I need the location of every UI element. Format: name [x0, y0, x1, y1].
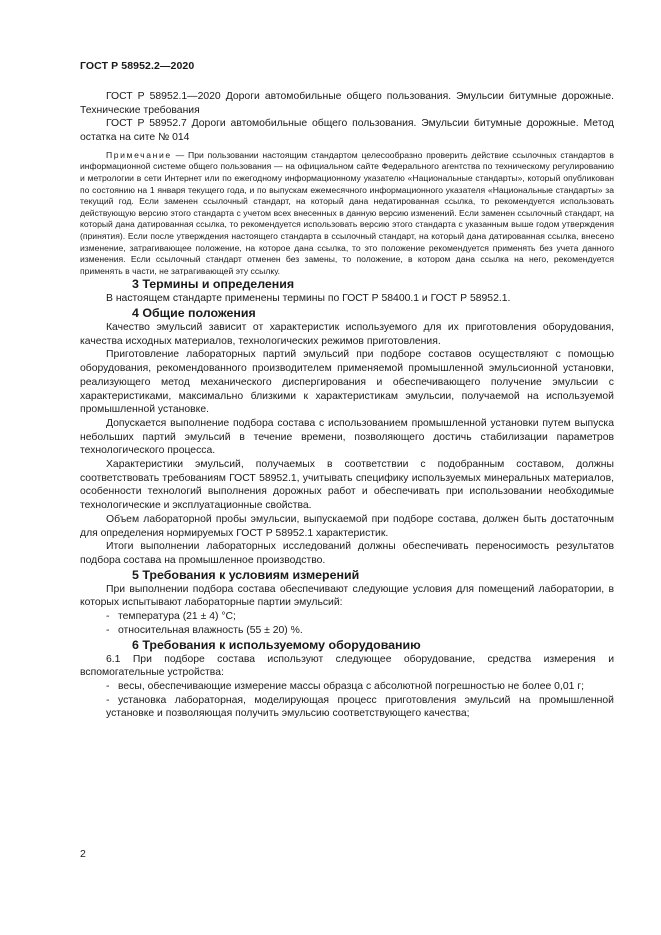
note-text: — При пользовании настоящим стандартом целесообразно проверить действие ссылочных стандартов в информационной системе общего пользования — на официальном сайте Федерального агентства по техническому регулированию и метрологии в сети Интернет или по ежегодному информационному указателю «Национальные стандарты», который опубликован по состоянию на 1 января текущего года, и по выпускам ежемесячного информационного указателя «Национальные стандарты» за текущий год. Если заменен ссылочный стандарт, на который дана недатированная ссылка, то рекомендуется использовать действующую версию этого стандарта с учетом всех внесенных в данную версию изменений. Если заменен ссылочный стандарт, на который дана датированная ссылка, то рекомендуется использовать версию этого стандарта с указанным выше годом утверждения (принятия). Если после утверждения настоящего стандарта в ссылочный стандарт, на который дана датированная ссылка, внесено изменение, затрагивающее положение, на которое дана ссылка, то это положение рекомендуется применять без учета данного изменения. Если ссылочный стандарт отменен без замены, то положение, в котором дана ссылка на него, рекомендуется применять в части, не затрагивающей эту ссылку.	[80, 149, 614, 276]
paragraph: Объем лабораторной пробы эмульсии, выпускаемой при подборе состава, должен быть достаточным для определения нормируемых ГОСТ Р 58952.1 характеристик.	[80, 513, 614, 539]
section-heading-6: 6 Требования к используемому оборудованию	[132, 637, 421, 652]
list-item	[80, 610, 614, 624]
reference-item: ГОСТ Р 58952.7 Дороги автомобильные общего пользования. Эмульсии битумные дорожные. Метод остатка на сите № 014	[80, 118, 614, 144]
list-dash: -	[106, 694, 110, 706]
document-code-header: ГОСТ Р 58952.2—2020	[80, 60, 195, 72]
list-item-text: относительная влажность (55 ± 20) %.	[118, 624, 303, 636]
paragraph: Характеристики эмульсий, получаемых в соответствии с подобранным составом, должны соответствовать требованиям ГОСТ 58952.1, учитывать специфику используемых минеральных материалов, особенности технологий выполнения дорожных работ и обеспечивать при использовании необходимые технологические и эксплуатационные свойства.	[80, 459, 614, 512]
list-item	[80, 624, 614, 638]
list-item-text: весы, обеспечивающие измерение массы образца с абсолютной погрешностью не более 0,01 г;	[118, 680, 584, 692]
paragraph: Приготовление лабораторных партий эмульсий при подборе составов осуществляют с помощью оборудования, рекомендованного производителем применяемой промышленной эмульсионной установки, реализующего метод механического диспергирования и обеспечивающего получение эмульсии с характеристиками, максимально близкими к характеристикам эмульсии, получаемой на используемой промышленной установке.	[80, 349, 614, 416]
list-item-text: установка лабораторная, моделирующая процесс приготовления эмульсий на промышленной установке и позволяющая получить эмульсию соответствующего качества;	[106, 694, 614, 720]
section-heading-3: 3 Термины и определения	[132, 277, 295, 292]
list-dash: -	[106, 680, 110, 692]
reference-item: ГОСТ Р 58952.1—2020 Дороги автомобильные общего пользования. Эмульсии битумные дорожные. Технические требования	[80, 91, 614, 116]
document-body	[80, 90, 614, 721]
note-paragraph	[80, 150, 614, 278]
list-item	[80, 680, 614, 694]
paragraph: В настоящем стандарте применены термины по ГОСТ Р 58400.1 и ГОСТ Р 58952.1.	[106, 293, 511, 305]
list-dash: -	[106, 624, 110, 636]
paragraph: Качество эмульсий зависит от характеристик используемого для их приготовления оборудования, качества исходных материалов, технологических режимов приготовления.	[80, 322, 614, 347]
paragraph: Допускается выполнение подбора состава с использованием промышленной установки путем выпуска небольших партий эмульсий в течение времени, позволяющего достичь стабилизации параметров технологического процесса.	[80, 417, 614, 457]
paragraph: Итоги выполнении лабораторных исследований должны обеспечивать переносимость результатов подбора состава на промышленное производство.	[80, 541, 614, 566]
section-heading-4: 4 Общие положения	[132, 306, 256, 321]
list-item-text: температура (21 ± 4) °C;	[118, 611, 236, 623]
list-dash: -	[106, 611, 110, 623]
list-item	[80, 694, 614, 721]
paragraph: При выполнении подбора состава обеспечивают следующие условия для помещений лаборатории, в которых испытывают лабораторные партии эмульсий:	[80, 583, 614, 609]
paragraph: 6.1 При подборе состава используют следующее оборудование, средства измерения и вспомогательные устройства:	[80, 653, 614, 679]
note-label: Примечание	[106, 149, 172, 160]
section-heading-5: 5 Требования к условиям измерений	[132, 567, 360, 582]
page-number: 2	[80, 848, 86, 860]
